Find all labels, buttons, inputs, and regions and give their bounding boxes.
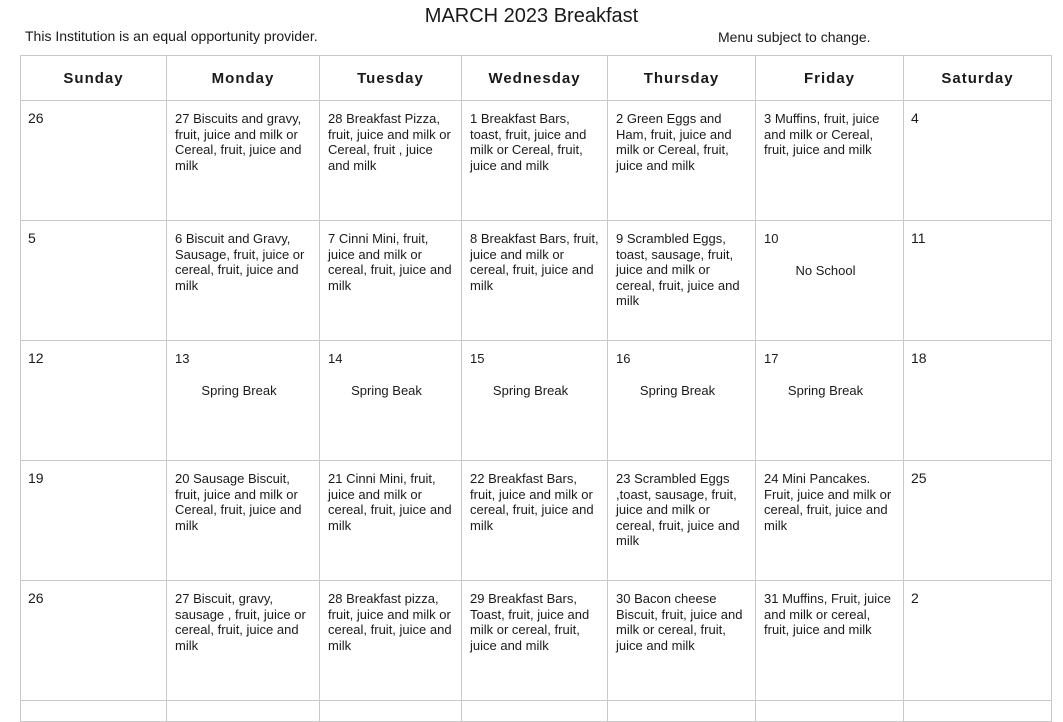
day-cell	[320, 101, 462, 221]
menu-text: 22 Breakfast Bars, fruit, juice and milk or cereal, fruit, juice and milk	[470, 471, 594, 533]
day-number: 14	[328, 351, 343, 366]
day-cell	[320, 461, 462, 581]
day-number: 26	[28, 590, 44, 606]
spring-break-note: Spring Beak	[351, 382, 422, 398]
day-cell	[608, 341, 756, 461]
header-thursday: Thursday	[608, 56, 756, 101]
menu-text: 27 Biscuit, gravy, sausage , fruit, juice or cereal, fruit, juice and milk	[175, 591, 306, 653]
header-sunday: Sunday	[21, 56, 167, 101]
day-cell	[21, 581, 167, 701]
day-number: 26	[28, 110, 44, 126]
day-cell	[608, 701, 756, 722]
header-tuesday: Tuesday	[320, 56, 462, 101]
day-cell	[608, 581, 756, 701]
day-cell	[21, 341, 167, 461]
day-cell	[21, 221, 167, 341]
day-number: 13	[175, 351, 190, 366]
menu-text: 8 Breakfast Bars, fruit, juice and milk or cereal, fruit, juice and milk	[470, 231, 599, 293]
menu-text: 30 Bacon cheese Biscuit, fruit, juice and milk or cereal, fruit, juice and milk	[616, 591, 743, 653]
day-number: 25	[911, 470, 927, 486]
day-cell	[167, 701, 320, 722]
menu-text: 28 Breakfast Pizza, fruit, juice and milk or Cereal, fruit , juice and milk	[328, 111, 451, 173]
day-number: 12	[28, 350, 44, 366]
spring-break-note: Spring Break	[787, 382, 864, 398]
day-cell	[756, 221, 904, 341]
day-cell	[462, 101, 608, 221]
day-number: 15	[470, 351, 485, 366]
menu-text: 29 Breakfast Bars, Toast, fruit, juice and milk or cereal, fruit, juice and milk	[470, 591, 590, 653]
day-cell	[904, 701, 1052, 722]
breakfast-calendar	[20, 55, 1052, 722]
header-wednesday: Wednesday	[462, 56, 608, 101]
day-cell	[904, 101, 1052, 221]
weekday-header-row	[21, 56, 1052, 101]
day-cell	[167, 341, 320, 461]
day-cell	[608, 101, 756, 221]
spring-break-note: Spring Break	[492, 382, 569, 398]
day-cell	[462, 221, 608, 341]
header-monday: Monday	[167, 56, 320, 101]
day-cell	[167, 581, 320, 701]
day-cell	[320, 701, 462, 722]
menu-text: 24 Mini Pancakes. Fruit, juice and milk or cereal, fruit, juice and milk	[764, 471, 892, 533]
day-cell	[21, 101, 167, 221]
day-number: 4	[911, 110, 919, 126]
day-number: 11	[911, 230, 926, 246]
menu-text: 31 Muffins, Fruit, juice and milk or cereal, fruit, juice and milk	[764, 591, 891, 637]
day-cell	[462, 701, 608, 722]
menu-text: 20 Sausage Biscuit, fruit, juice and milk or Cereal, fruit, juice and milk	[175, 471, 302, 533]
menu-text: 28 Breakfast pizza, fruit, juice and milk or cereal, fruit, juice and milk	[328, 591, 452, 653]
day-cell	[608, 221, 756, 341]
menu-text: 3 Muffins, fruit, juice and milk or Cereal, fruit, juice and milk	[764, 111, 880, 157]
day-number: 5	[28, 230, 36, 246]
day-cell	[608, 461, 756, 581]
week-row	[21, 101, 1052, 221]
day-cell	[167, 221, 320, 341]
week-row	[21, 581, 1052, 701]
menu-text: 7 Cinni Mini, fruit, juice and milk or cereal, fruit, juice and milk	[328, 231, 452, 293]
day-cell	[167, 101, 320, 221]
spring-break-note: Spring Break	[201, 382, 277, 398]
day-cell	[904, 221, 1052, 341]
menu-text: 9 Scrambled Eggs, toast, sausage, fruit, juice and milk or cereal, fruit, juice and milk	[616, 231, 740, 308]
day-cell	[904, 581, 1052, 701]
no-school-note: No School	[795, 262, 856, 278]
day-cell	[320, 581, 462, 701]
page-title: MARCH 2023 Breakfast	[424, 5, 639, 27]
day-cell	[320, 221, 462, 341]
day-number: 16	[616, 351, 631, 366]
day-number: 18	[911, 350, 927, 366]
day-number: 19	[28, 470, 44, 486]
menu-text: 23 Scrambled Eggs ,toast, sausage, fruit, juice and milk or cereal, fruit, juice and milk	[616, 471, 740, 548]
day-cell	[756, 701, 904, 722]
week-row	[21, 221, 1052, 341]
day-cell	[462, 341, 608, 461]
equal-opportunity-notice: This Institution is an equal opportunity provider.	[25, 28, 318, 44]
day-cell	[756, 101, 904, 221]
menu-text: 27 Biscuits and gravy, fruit, juice and milk or Cereal, fruit, juice and milk	[175, 111, 302, 173]
day-cell	[167, 461, 320, 581]
day-cell	[462, 461, 608, 581]
menu-text: 21 Cinni Mini, fruit, juice and milk or cereal, fruit, juice and milk	[328, 471, 452, 533]
day-cell	[21, 461, 167, 581]
day-cell	[320, 341, 462, 461]
menu-text: 1 Breakfast Bars, toast, fruit, juice and milk or Cereal, fruit, juice and milk	[470, 111, 587, 173]
day-cell	[904, 341, 1052, 461]
day-number: 10	[764, 231, 779, 246]
week-row-partial	[21, 701, 1052, 722]
day-number: 2	[911, 590, 919, 606]
day-cell	[756, 581, 904, 701]
day-cell	[756, 461, 904, 581]
day-number: 17	[764, 351, 779, 366]
header-saturday: Saturday	[904, 56, 1052, 101]
day-cell	[462, 581, 608, 701]
menu-change-notice: Menu subject to change.	[718, 29, 871, 45]
day-cell	[756, 341, 904, 461]
menu-text: 6 Biscuit and Gravy, Sausage, fruit, juice or cereal, fruit, juice and milk	[175, 231, 305, 293]
header-friday: Friday	[756, 56, 904, 101]
spring-break-note: Spring Break	[639, 382, 716, 398]
week-row	[21, 461, 1052, 581]
menu-text: 2 Green Eggs and Ham, fruit, juice and milk or Cereal, fruit, juice and milk	[616, 111, 732, 173]
day-cell	[904, 461, 1052, 581]
day-cell	[21, 701, 167, 722]
week-row	[21, 341, 1052, 461]
